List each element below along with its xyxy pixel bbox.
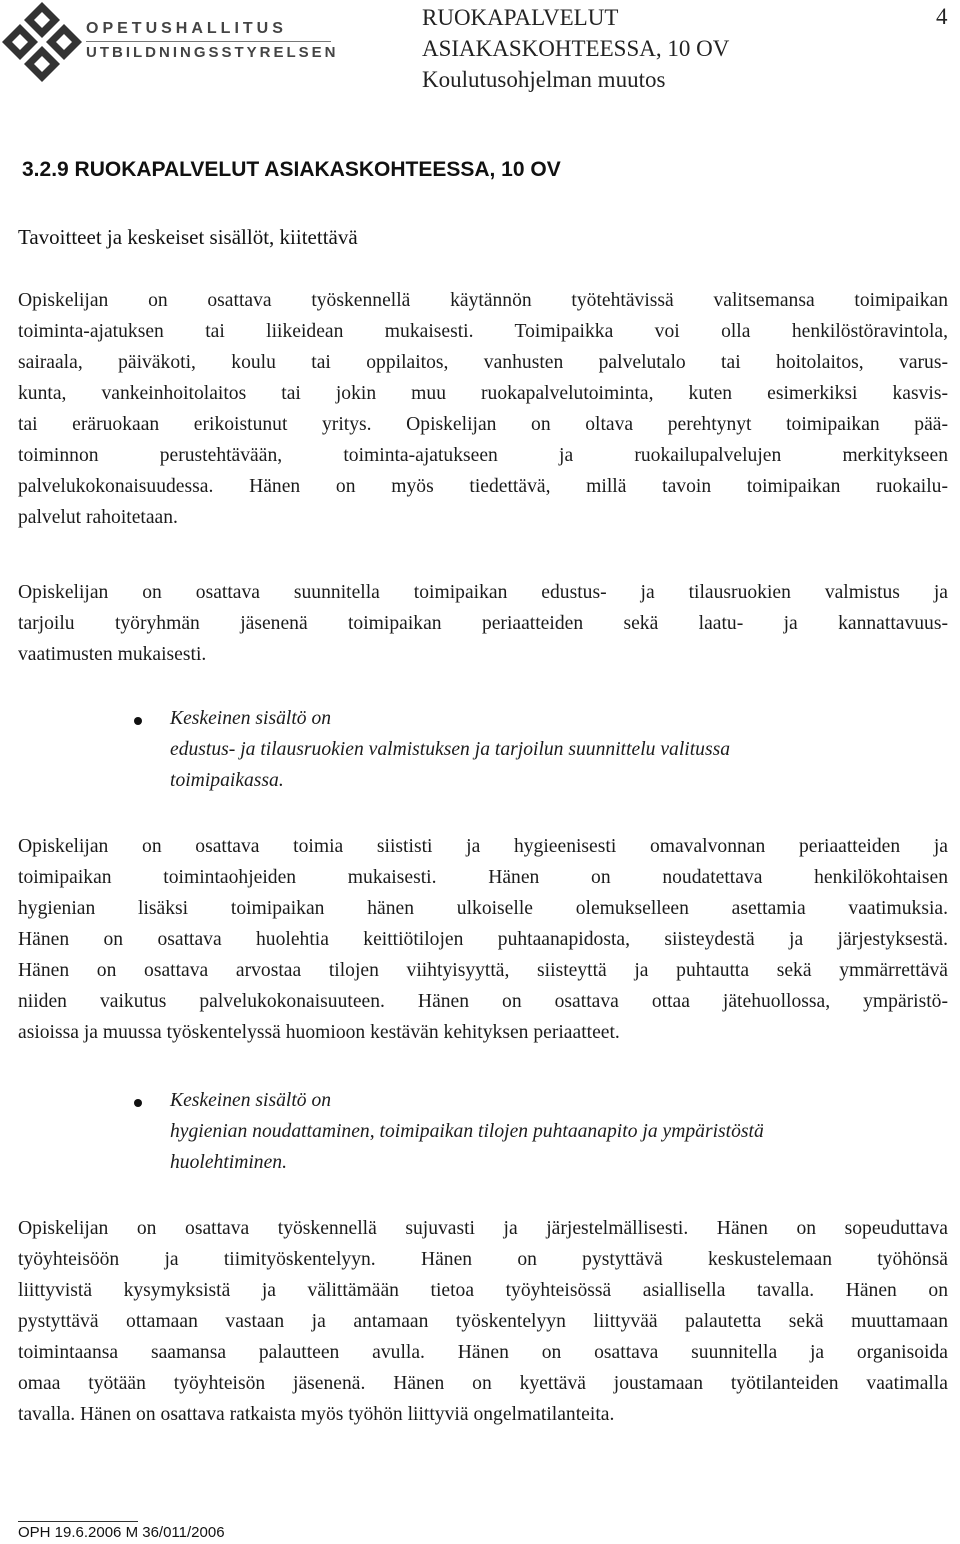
header-line1: RUOKAPALVELUT <box>422 5 619 30</box>
paragraph-line: toimipaikan toimintaohjeiden mukaisesti. Hänen on noudatettava henkilökohtaisen <box>18 867 948 888</box>
paragraph-line: työyhteisöön ja tiimityöskentelyyn. Hänen on pystyttävä keskustelemaan työhönsä <box>18 1249 948 1270</box>
document-header <box>422 2 729 95</box>
bullet-line: edustus- ja tilausruokien valmistuksen ja tarjoilun suunnittelu valitussa <box>170 739 731 760</box>
bullet-line: Keskeinen sisältö on <box>170 1090 332 1111</box>
logo-divider <box>86 41 331 42</box>
paragraph-3 <box>18 831 948 1048</box>
paragraph-line: Hänen on osattava arvostaa tilojen viihtyisyyttä, siisteyttä ja puhtautta sekä ymmärrettävä <box>18 960 948 981</box>
bullet-dot-icon <box>134 1099 142 1107</box>
paragraph-line: palvelut rahoitetaan. <box>18 507 178 528</box>
paragraph-line: asioissa ja muussa työskentelyssä huomioon kestävän kehityksen periaatteet. <box>18 1022 620 1043</box>
logo-diamond-icon <box>2 0 82 86</box>
paragraph-line: pystyttävä ottamaan vastaan ja antamaan työskentelyyn liittyvää palautetta sekä muuttamaan <box>18 1311 948 1332</box>
bullet-line: Keskeinen sisältö on <box>170 708 332 729</box>
paragraph-line: niiden vaikutus palvelukokonaisuuteen. Hänen on osattava ottaa jätehuollossa, ympäristö- <box>18 991 948 1012</box>
paragraph-4 <box>18 1213 948 1430</box>
paragraph-line: toiminta-ajatuksen tai liikeidean mukaisesti. Toimipaikka voi olla henkilöstöravintola, <box>18 321 948 342</box>
paragraph-line: omaa työtään työyhteisön jäsenenä. Hänen on kyettävä joustamaan työtilanteiden vaatimalla <box>18 1373 948 1394</box>
paragraph-line: Hänen on osattava huolehtia keittiötilojen puhtaanapidosta, siisteydestä ja järjestyksestä. <box>18 929 948 950</box>
footer-rule <box>18 1521 138 1522</box>
bullet-text <box>170 1085 764 1178</box>
section-subtitle: Tavoitteet ja keskeiset sisällöt, kiitettävä <box>18 225 358 249</box>
paragraph-line: tarjoilu työryhmän jäsenenä toimipaikan periaatteiden sekä laatu- ja kannattavuus- <box>18 613 948 634</box>
opetushallitus-logo <box>2 0 342 86</box>
bullet-line: toimipaikassa. <box>170 770 284 791</box>
bullet-line: hygienian noudattaminen, toimipaikan tilojen puhtaanapito ja ympäristöstä <box>170 1121 764 1142</box>
bullet-text <box>170 703 730 796</box>
footer-reference: OPH 19.6.2006 M 36/011/2006 <box>18 1524 225 1541</box>
paragraph-line: Opiskelijan on osattava työskennellä sujuvasti ja järjestelmällisesti. Hänen on sopeuduttava <box>18 1218 948 1239</box>
paragraph-line: hygienian lisäksi toimipaikan hänen ulkoiselle olemukselleen asettamia vaatimuksia. <box>18 898 948 919</box>
page-number: 4 <box>936 4 948 29</box>
paragraph-line: toimintaansa saamansa palautteen avulla. Hänen on osattava suunnitella ja organisoida <box>18 1342 948 1363</box>
paragraph-line: tai eräruokaan erikoistunut yritys. Opiskelijan on oltava perehtynyt toimipaikan pää- <box>18 414 948 435</box>
bullet-line: huolehtiminen. <box>170 1152 287 1173</box>
paragraph-2 <box>18 577 948 670</box>
logo-line2: UTBILDNINGSSTYRELSEN <box>86 44 339 61</box>
paragraph-line: palvelukokonaisuudessa. Hänen on myös tiedettävä, millä tavoin toimipaikan ruokailu- <box>18 476 948 497</box>
paragraph-line: liittyvistä kysymyksistä ja välittämään tietoa työyhteisössä asiallisella tavalla. Hänen on <box>18 1280 948 1301</box>
paragraph-line: toiminnon perustehtävään, toiminta-ajatukseen ja ruokailupalvelujen merkitykseen <box>18 445 948 466</box>
paragraph-line: vaatimusten mukaisesti. <box>18 644 207 665</box>
paragraph-line: sairaala, päiväkoti, koulu tai oppilaitos, vanhusten palvelutalo tai hoitolaitos, varus- <box>18 352 948 373</box>
paragraph-line: kunta, vankeinhoitolaitos tai jokin muu ruokapalvelutoiminta, kuten esimerkiksi kasvis- <box>18 383 948 404</box>
logo-line1: OPETUSHALLITUS <box>86 20 287 37</box>
paragraph-line: Opiskelijan on osattava toimia siististi ja hygieenisesti omavalvonnan periaatteiden ja <box>18 836 948 857</box>
paragraph-1 <box>18 285 948 533</box>
paragraph-line: tavalla. Hänen on osattava ratkaista myös työhön liittyviä ongelmatilanteita. <box>18 1404 615 1425</box>
section-title: 3.2.9 RUOKAPALVELUT ASIAKASKOHTEESSA, 10 OV <box>22 158 561 181</box>
paragraph-line: Opiskelijan on osattava suunnitella toimipaikan edustus- ja tilausruokien valmistus ja <box>18 582 948 603</box>
header-line2: ASIAKASKOHTEESSA, 10 OV <box>422 36 730 61</box>
paragraph-line: Opiskelijan on osattava työskennellä käytännön työtehtävissä valitsemansa toimipaikan <box>18 290 948 311</box>
header-line3: Koulutusohjelman muutos <box>422 67 666 92</box>
bullet-dot-icon <box>134 717 142 725</box>
